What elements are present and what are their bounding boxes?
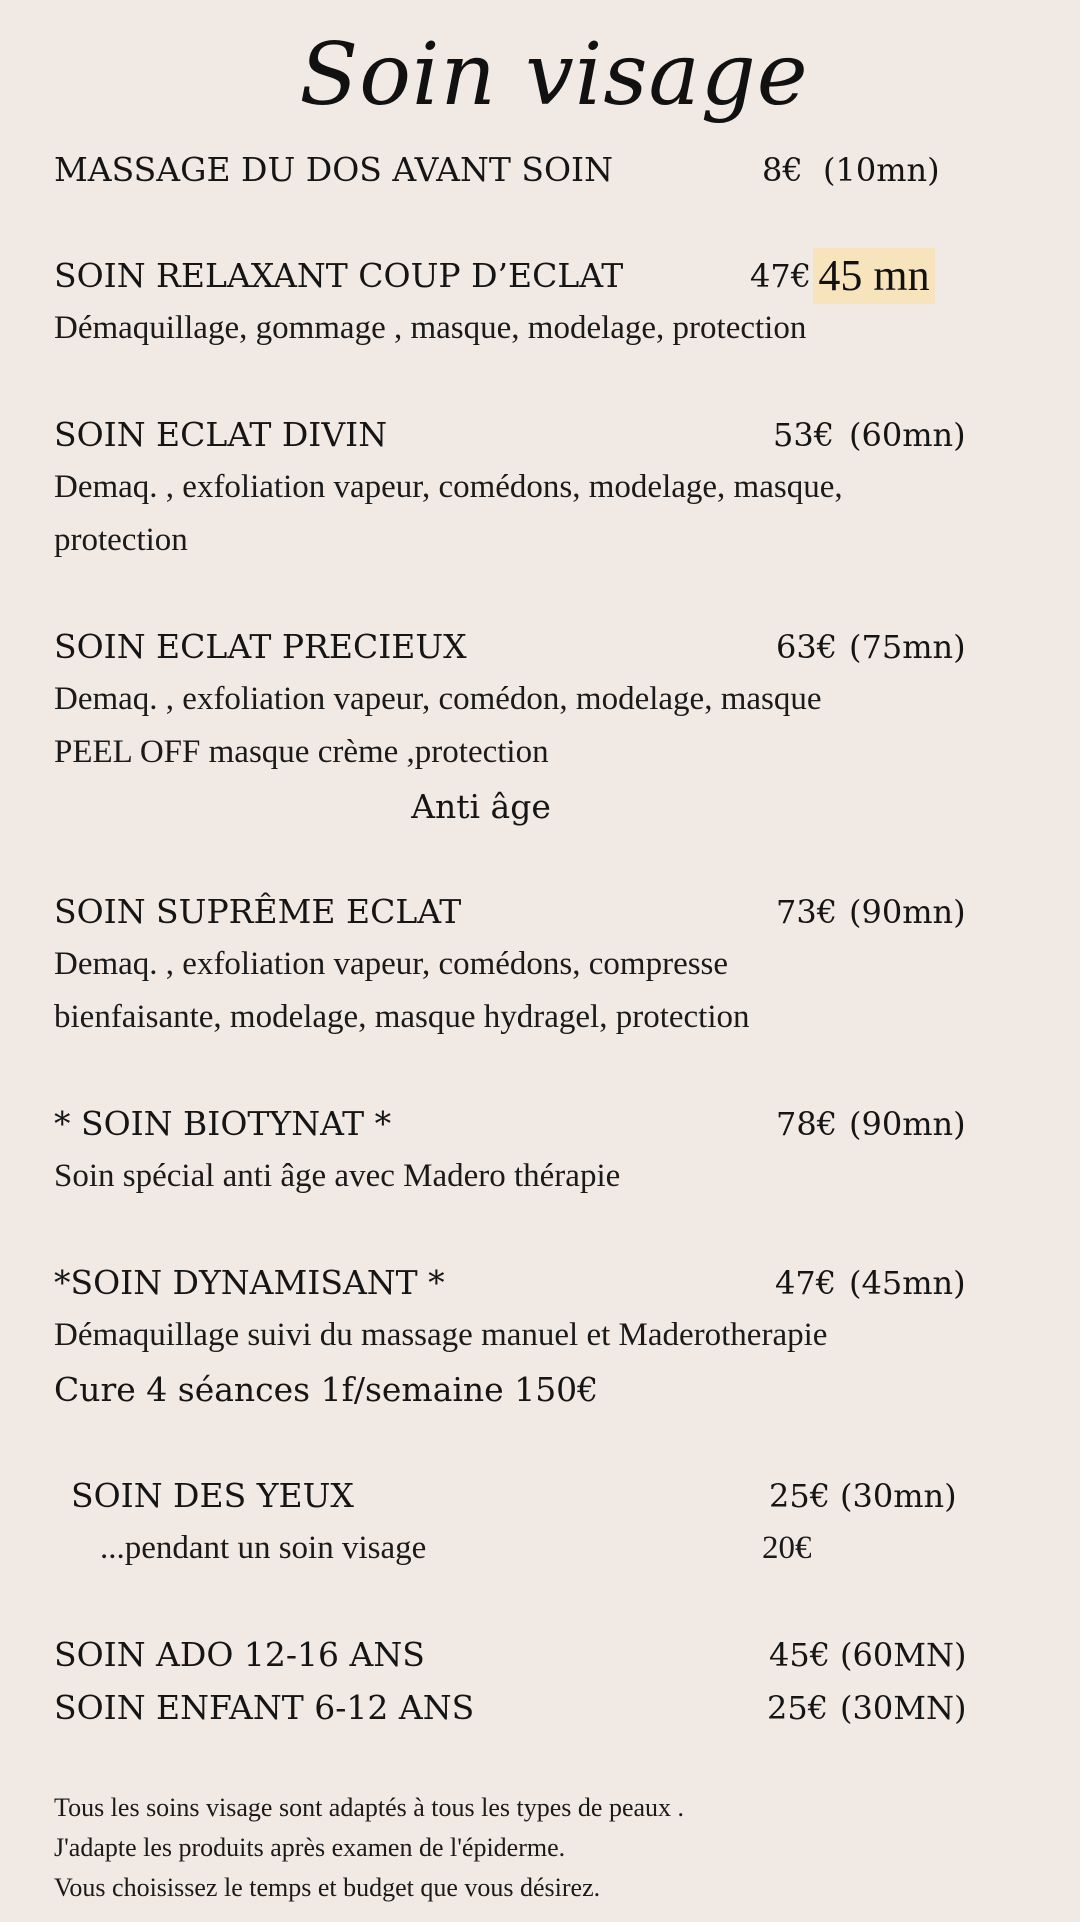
section-label: Anti âge [411,787,551,826]
service-name: SOIN ECLAT PRECIEUX [54,627,467,666]
cure-offer: Cure 4 séances 1f/semaine 150€ [54,1370,599,1409]
service-description: Démaquillage suivi du massage manuel et Maderotherapie [54,1317,828,1353]
service-name: SOIN ENFANT 6-12 ANS [54,1688,475,1727]
service-duration: (30MN) [840,1689,967,1727]
service-duration: (30mn) [840,1477,957,1515]
service-description: Démaquillage, gommage , masque, modelage, protection [54,310,807,346]
service-name: SOIN RELAXANT COUP D’ECLAT [54,256,624,295]
service-price: 25€ [769,1477,831,1515]
service-name: SOIN SUPRÊME ECLAT [54,892,462,931]
service-description: protection [54,522,188,558]
service-duration: (90mn) [849,893,966,931]
service-duration: (60mn) [849,416,966,454]
service-sub-price: 20€ [762,1530,812,1566]
service-price: 45€ [769,1636,831,1674]
footer-note: J'adapte les produits après examen de l'épiderme. [54,1833,566,1862]
service-duration: (45mn) [849,1264,966,1302]
service-price: 53€ [773,416,835,454]
service-description: PEEL OFF masque crème ,protection [54,734,549,770]
service-duration: (10mn) [823,151,940,189]
service-name: SOIN ADO 12-16 ANS [54,1635,425,1674]
service-name: SOIN DES YEUX [71,1476,354,1515]
service-name: * SOIN BIOTYNAT * [54,1104,392,1143]
service-price: 25€ [767,1689,829,1727]
service-description: bienfaisante, modelage, masque hydragel, protection [54,999,750,1035]
service-price: 8€ [762,151,803,189]
page-title: Soin visage [299,25,809,125]
service-price: 78€ [776,1105,838,1143]
service-description: Demaq. , exfoliation vapeur, comédons, compresse [54,946,729,982]
service-name: *SOIN DYNAMISANT * [54,1263,445,1302]
service-duration: (75mn) [849,628,966,666]
service-duration: (90mn) [849,1105,966,1143]
service-price: 47€ [775,1264,837,1302]
service-price: 47€ [750,257,812,295]
service-price: 73€ [776,893,838,931]
service-duration: (60MN) [840,1636,967,1674]
service-description: Demaq. , exfoliation vapeur, comédon, modelage, masque [54,681,822,717]
footer-note: Vous choisissez le temps et budget que vous désirez. [54,1873,601,1902]
service-description: Demaq. , exfoliation vapeur, comédons, modelage, masque, [54,469,843,505]
service-price: 63€ [776,628,838,666]
service-sub-description: ...pendant un soin visage [100,1530,427,1566]
service-name: MASSAGE DU DOS AVANT SOIN [54,150,613,189]
footer-note: Tous les soins visage sont adaptés à tous les types de peaux . [54,1793,685,1822]
service-duration-highlighted: 45 mn [818,251,930,300]
service-description: Soin spécial anti âge avec Madero thérapie [54,1158,621,1194]
service-name: SOIN ECLAT DIVIN [54,415,388,454]
